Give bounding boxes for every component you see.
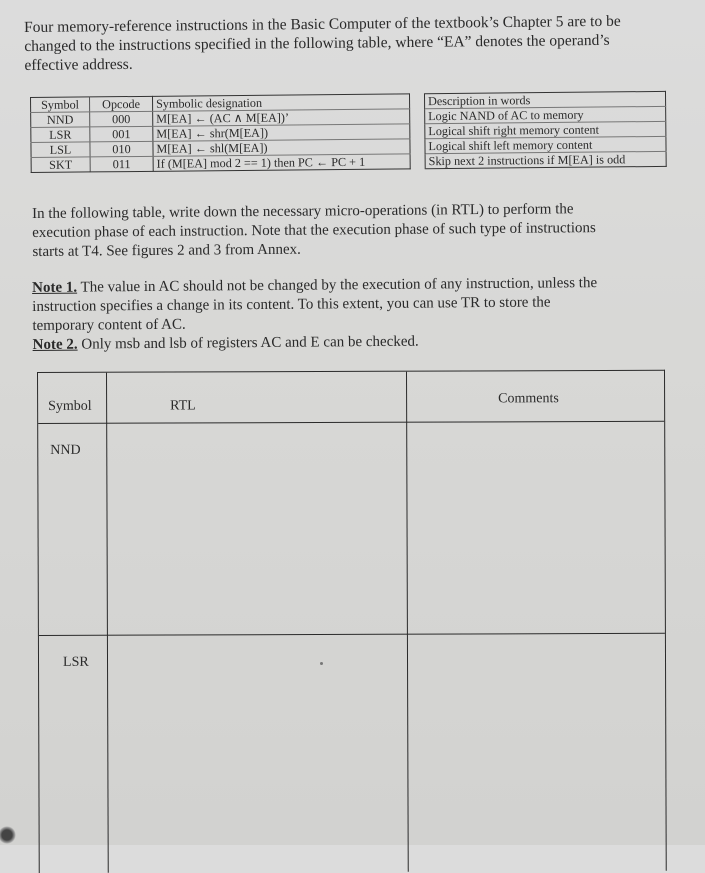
cell-designation: M[EA] ← (AC ∧ M[EA])’ — [153, 109, 410, 126]
answer-header-rtl: RTL — [170, 398, 196, 414]
column-gap — [410, 154, 425, 169]
note-2-text: Only msb and lsb of registers AC and E can be checked. — [77, 333, 419, 353]
instructions-line: execution phase of each instruction. Note that the execution phase of such type of instructions — [32, 220, 596, 241]
cell-designation: If (M[EA] mod 2 == 1) then PC ← PC + 1 — [153, 154, 410, 171]
cell-description: Logical shift right memory content — [425, 121, 666, 138]
answer-header-comments: Comments — [498, 391, 559, 407]
row-divider — [39, 633, 665, 636]
cell-description: Skip next 2 instructions if M[EA] is odd — [425, 151, 666, 168]
cell-opcode: 011 — [90, 156, 153, 172]
instructions-line: In the following table, write down the necessary micro-operations (in RTL) to perform the — [32, 201, 574, 222]
cell-designation: M[EA] ← shl(M[EA]) — [153, 139, 410, 156]
cell-designation: M[EA] ← shr(M[EA]) — [153, 124, 410, 141]
header-symbol: Symbol — [31, 97, 90, 113]
cell-description: Logical shift left memory content — [425, 136, 666, 153]
header-designation: Symbolic designation — [152, 94, 409, 111]
intro-paragraph — [24, 11, 690, 75]
note-1-label: Note 1. — [32, 279, 78, 296]
note-1-line: instruction specifies a change in its content. To this extent, you can use TR to store the — [32, 294, 551, 315]
cell-description: Logic NAND of AC to memory — [425, 106, 666, 123]
header-description: Description in words — [424, 91, 665, 108]
instructions-line: starts at T4. See figures 2 and 3 from Annex. — [32, 241, 301, 260]
answer-table — [37, 370, 667, 873]
column-divider — [106, 373, 109, 873]
instruction-table — [30, 91, 667, 173]
cell-symbol: NND — [31, 112, 90, 128]
answer-header-symbol: Symbol — [48, 398, 92, 414]
header-opcode: Opcode — [90, 96, 153, 112]
instructions-paragraph — [32, 199, 672, 262]
cell-opcode: 000 — [90, 111, 153, 127]
binder-stud — [0, 826, 16, 844]
column-gap — [409, 94, 424, 109]
column-divider — [406, 372, 409, 872]
column-gap — [410, 124, 425, 139]
answer-row-symbol: NND — [50, 442, 81, 458]
answer-row-symbol: LSR — [62, 654, 89, 670]
cell-opcode: 001 — [90, 126, 153, 142]
cell-opcode: 010 — [90, 141, 153, 157]
note-1-line: temporary content of AC. — [32, 316, 186, 334]
paper-smudge — [320, 662, 323, 665]
intro-line: effective address. — [24, 55, 133, 74]
cell-symbol: LSR — [31, 127, 90, 143]
note-1-text: The value in AC should not be changed by the execution of any instruction, unless the — [77, 275, 598, 296]
row-divider — [38, 421, 664, 424]
column-gap — [410, 139, 425, 154]
cell-symbol: SKT — [31, 157, 90, 173]
intro-line: changed to the instructions specified in the following table, where “EA” denotes the operand’s — [24, 31, 610, 55]
intro-line: Four memory-reference instructions in the Basic Computer of the textbook’s Chapter 5 are to be — [24, 12, 621, 36]
notes-paragraph — [32, 273, 673, 355]
cell-symbol: LSL — [31, 142, 90, 158]
column-gap — [410, 109, 425, 124]
note-2-label: Note 2. — [32, 336, 78, 353]
